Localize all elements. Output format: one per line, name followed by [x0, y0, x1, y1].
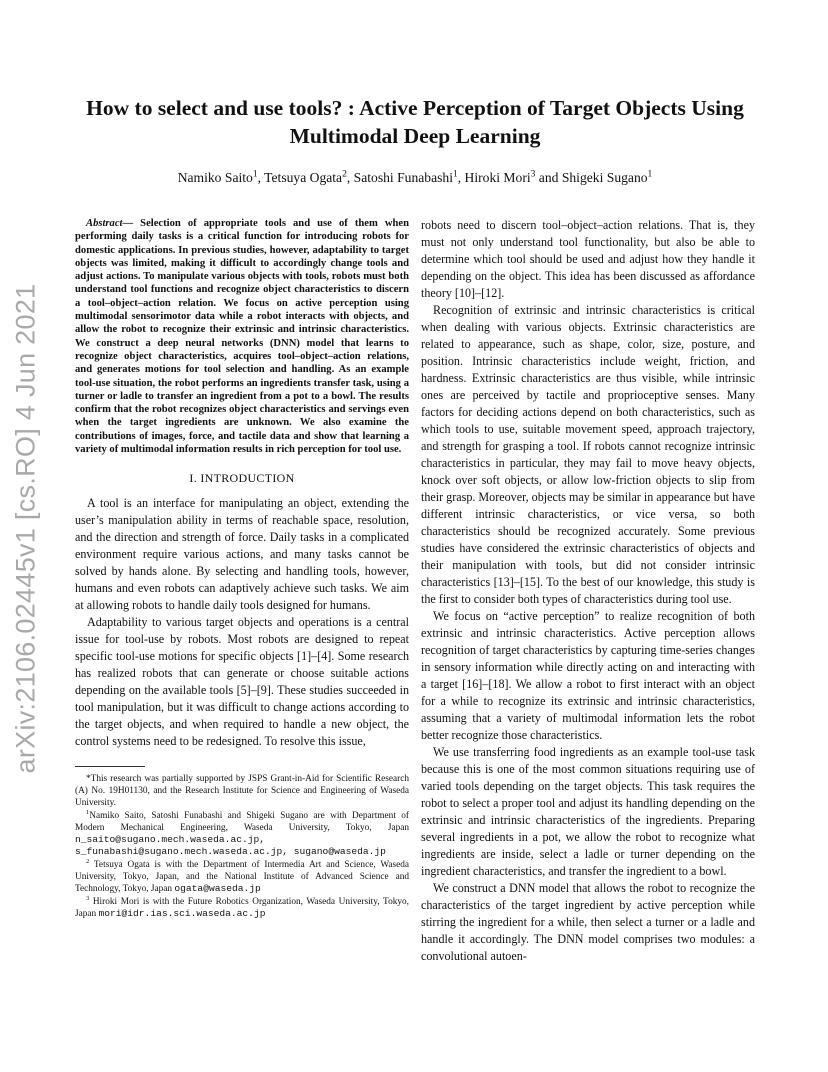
- body-paragraph: Recognition of extrinsic and intrinsic characteristics is critical when dealing with various objects. Extrinsic characteristics are related to appearance, such as shape, color, size, posture, and position. Intrinsic characteristics include weight, friction, and hardness. Extrinsic characteristics are thus visible, while intrinsic ones are perceived by tactile and proprioceptive senses. Many factors for deciding actions depend on both characteristics, such as which tools to use, suitable movement speed, approach trajectory, and strength for grasping a tool. If robots cannot recognize intrinsic characteristics in particular, they may fail to move heavy objects, knock over soft objects, or allow low-friction objects to slip from their grasp. Moreover, objects may be similar in appearance but have different intrinsic characteristics, or vice versa, so both characteristics should be recognized accurately. Some previous studies have considered the extrinsic characteristics of objects and their manipulation with tools, but did not consider intrinsic characteristics [13]–[15]. To the best of our knowledge, this study is the first to consider both types of characteristics during tool use.: [421, 303, 755, 606]
- footnote-mark: 1: [86, 809, 90, 817]
- author-separator: ,: [346, 170, 354, 185]
- footnote-affiliation-1: [75, 810, 409, 858]
- left-column: [75, 217, 409, 921]
- section-heading: I. INTRODUCTION: [189, 471, 295, 486]
- author-name: Hiroki Mori: [464, 170, 531, 185]
- footnote-text: Tetsuya Ogata is with the Department of Intermedia Art and Science, Waseda University, Tokyo, Japan, and the National Institute of Advanced Science and Technology, Tokyo, Japan: [75, 860, 409, 895]
- body-paragraph: A tool is an interface for manipulating an object, extending the user’s manipulation ability in terms of reachable space, resolution, and the direction and strength of force. Daily tasks in a complicated environment require various actions, and many tasks cannot be solved by hands alone. By selecting and handling tools, however, humans and even robots can adaptively achieve such tasks. We aim at allowing robots to handle daily tools designed for humans.: [75, 496, 409, 613]
- body-paragraph: We construct a DNN model that allows the robot to recognize the characteristics of the target ingredient by active perception while stirring the ingredient for a while, then select a turner or a ladle and handle it accordingly. The DNN model comprises two modules: a convolutional autoen-: [421, 881, 755, 963]
- footnote-text: Namiko Saito, Satoshi Funabashi and Shigeki Sugano are with Department of Modern Mechanical Engineering, Waseda University, Tokyo, Japan: [75, 811, 409, 834]
- author-name: Shigeki Sugano: [561, 170, 648, 185]
- footnote-divider: [75, 766, 145, 767]
- footnote-email: ogata@waseda.jp: [174, 883, 261, 895]
- author-affiliation: 2: [342, 169, 347, 180]
- arxiv-stamp-text: arXiv:2106.02445v1 [cs.RO] 4 Jun 2021: [10, 283, 41, 773]
- footnote-email: n_saito@sugano.mech.waseda.ac.jp, s_funabashi@sugano.mech.waseda.ac.jp, sugano@waseda.jp: [75, 834, 386, 858]
- abstract-dash: —: [122, 218, 141, 229]
- footnote-mark: 2: [86, 858, 90, 866]
- footnote-funding: *This research was partially supported by JSPS Grant-in-Aid for Scientific Research (A) No. 19H01130, and the Research Institute for Science and Engineering of Waseda University.: [75, 774, 409, 809]
- arxiv-stamp: [12, 268, 40, 788]
- footnote-mark: 3: [86, 895, 90, 903]
- author-separator: ,: [457, 170, 465, 185]
- paper-title: How to select and use tools? : Active Perception of Target Objects Using Multimodal Deep Learning: [86, 96, 744, 148]
- right-column: [421, 217, 755, 965]
- footnote-affiliation-3: [75, 896, 409, 920]
- body-paragraph: robots need to discern tool–object–action relations. That is, they must not only understand tool functionality, but also be able to determine which tool should be used and adjust how they handle it depending on the object. This idea has been discussed as affordance theory [10]–[12].: [421, 218, 755, 300]
- footnote-text: Hiroki Mori is with the Future Robotics Organization, Waseda University, Tokyo, Japan: [75, 897, 409, 920]
- body-paragraph: Adaptability to various target objects and operations is a central issue for tool-use by robots. Most robots are designed to repeat specific tool-use motions for specific objects [1]–[4]. Some research has realized robots that can generate or choose suitable actions depending on the available tools [5]–[9]. These studies succeeded in tool manipulation, but it was difficult to change actions according to the target objects, and when required to handle a new object, the control systems need to be redesigned. To resolve this issue,: [75, 615, 409, 749]
- author-affiliation: 1: [452, 169, 458, 180]
- abstract: [75, 217, 409, 456]
- footnote-affiliation-2: [75, 859, 409, 895]
- author-list: [60, 170, 770, 186]
- body-paragraph: We focus on “active perception” to realize recognition of both extrinsic and intrinsic characteristics. Active perception allows recognition of target characteristics by capturing time-series changes in sensory information while directly acting on and interacting with a target [16]–[18]. We allow a robot to first interact with an object for a while to recognize its extrinsic and intrinsic characteristics, assuming that a variety of multimodal information lets the robot better recognize those characteristics.: [421, 609, 755, 742]
- author-name: Satoshi Funabashi: [353, 170, 453, 185]
- author-affiliation: 1: [252, 169, 258, 180]
- abstract-text: Selection of appropriate tools and use of them when performing daily tasks is a critical function for introducing robots for domestic applications. In previous studies, however, adaptability to target objects was limited, making it difficult to accordingly change tools and adjust actions. To manipulate various objects with tools, robots must both understand tool functions and recognize object characteristics to discern a tool–object–action relation. We focus on active perception using multimodal sensorimotor data while a robot interacts with objects, and allow the robot to recognize their extrinsic and intrinsic characteristics. We construct a deep neural networks (DNN) model that learns to recognize object characteristics, acquires tool–object–action relations, and generates motions for tool selection and handling. As an example tool-use situation, the robot performs an ingredients transfer task, using a turner or ladle to transfer an ingredient from a pot to a bowl. The results confirm that the robot recognizes object characteristics and servings even when the target ingredients are unknown. We also examine the contributions of images, force, and tactile data and show that learning a variety of multimodal information results in rich perception for tool use.: [75, 218, 409, 456]
- footnote-email: mori@idr.ias.sci.waseda.ac.jp: [98, 908, 266, 920]
- author-affiliation: 1: [647, 169, 653, 180]
- author-separator: ,: [257, 170, 265, 185]
- body-paragraph: We use transferring food ingredients as an example tool-use task because this is one of the most common situations requiring use of varied tools depending on the target objects. This task requires the robot to select a proper tool and adjust its handling depending on the extrinsic and intrinsic characteristics of the ingredients. Preparing several ingredients in a pot, we allow the robot to recognize what ingredients are inside, select a ladle or turner depending on the ingredient characteristics, and transfer the ingredient to a bowl.: [421, 745, 755, 878]
- author-name: Tetsuya Ogata: [264, 170, 343, 185]
- author-name: Namiko Saito: [177, 170, 253, 185]
- author-affiliation: 3: [530, 169, 536, 180]
- abstract-label: Abstract: [86, 218, 123, 229]
- author-separator: and: [535, 170, 562, 185]
